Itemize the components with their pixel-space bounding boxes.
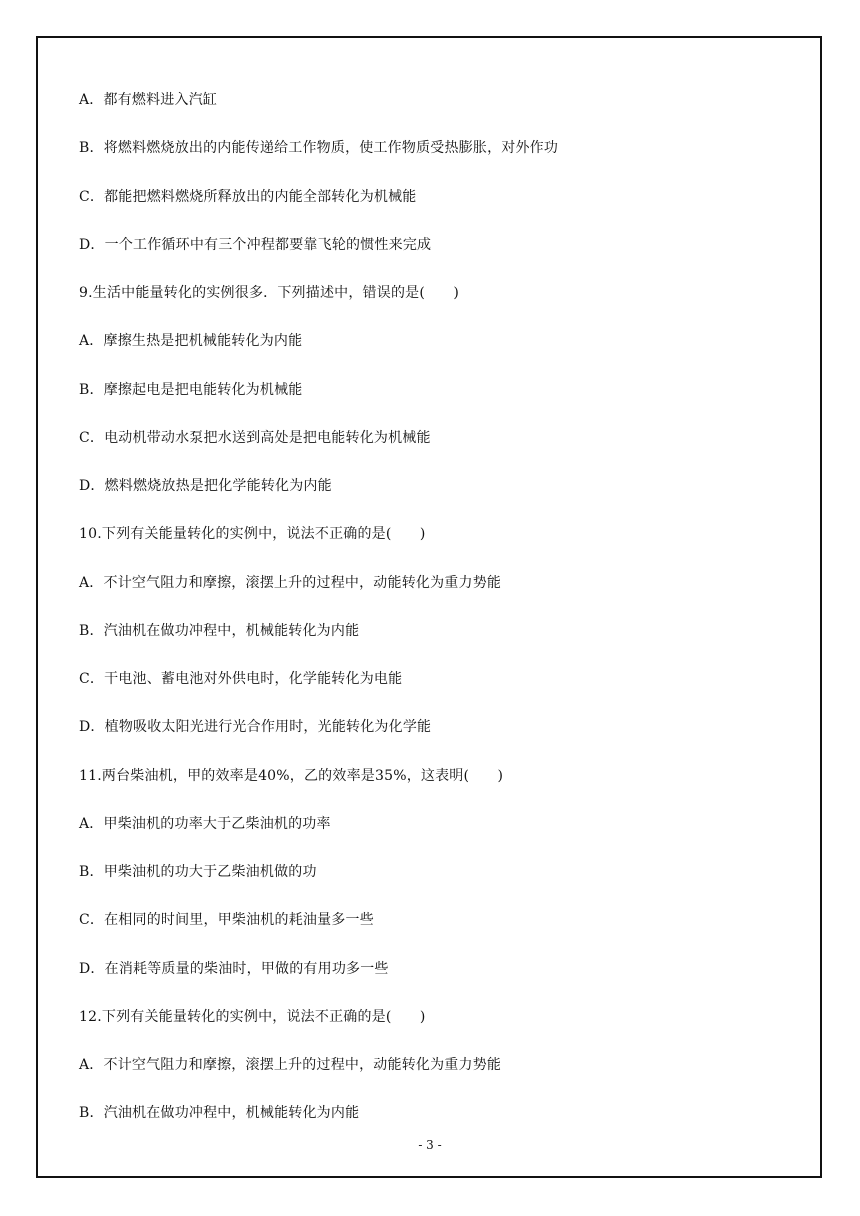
option-8a: A．都有燃料进入汽缸 [79,92,218,108]
option-12a: A．不计空气阻力和摩擦，滚摆上升的过程中，动能转化为重力势能 [79,1057,502,1073]
option-9b: B．摩擦起电是把电能转化为机械能 [79,381,303,398]
option-11b: B．甲柴油机的功大于乙柴油机做的功 [79,864,317,880]
option-9a: A．摩擦生热是把机械能转化为内能 [79,333,303,350]
option-10a: A．不计空气阻力和摩擦，滚摆上升的过程中，动能转化为重力势能 [79,574,502,591]
option-10d: D．植物吸收太阳光进行光合作用时，光能转化为化学能 [79,719,432,736]
question-12: 12.下列有关能量转化的实例中，说法不正确的是( ) [79,1008,426,1025]
option-8d: D．一个工作循环中有三个冲程都要靠飞轮的惯性来完成 [79,236,432,253]
option-10c: C．干电池、蓄电池对外供电时，化学能转化为电能 [79,671,403,687]
option-9c: C．电动机带动水泵把水送到高处是把电能转化为机械能 [79,429,431,446]
option-11a: A．甲柴油机的功率大于乙柴油机的功率 [79,815,331,832]
document-body [79,86,779,1148]
question-10: 10.下列有关能量转化的实例中，说法不正确的是( ) [79,526,426,543]
option-11c: C．在相同的时间里，甲柴油机的耗油量多一些 [79,912,374,929]
option-12b: B．汽油机在做功冲程中，机械能转化为内能 [79,1105,360,1122]
question-9: 9.生活中能量转化的实例很多．下列描述中，错误的是( ) [79,285,460,301]
option-9d: D．燃料燃烧放热是把化学能转化为内能 [79,478,332,494]
option-10b: B．汽油机在做功冲程中，机械能转化为内能 [79,622,360,639]
page-number: - 3 - [418,1138,442,1152]
option-8c: C．都能把燃料燃烧所释放出的内能全部转化为机械能 [79,188,417,205]
question-11: 11.两台柴油机，甲的效率是40%，乙的效率是35%，这表明( ) [79,767,504,784]
option-11d: D．在消耗等质量的柴油时，甲做的有用功多一些 [79,960,389,977]
option-8b: B．将燃料燃烧放出的内能传递给工作物质，使工作物质受热膨胀，对外作功 [79,140,559,157]
